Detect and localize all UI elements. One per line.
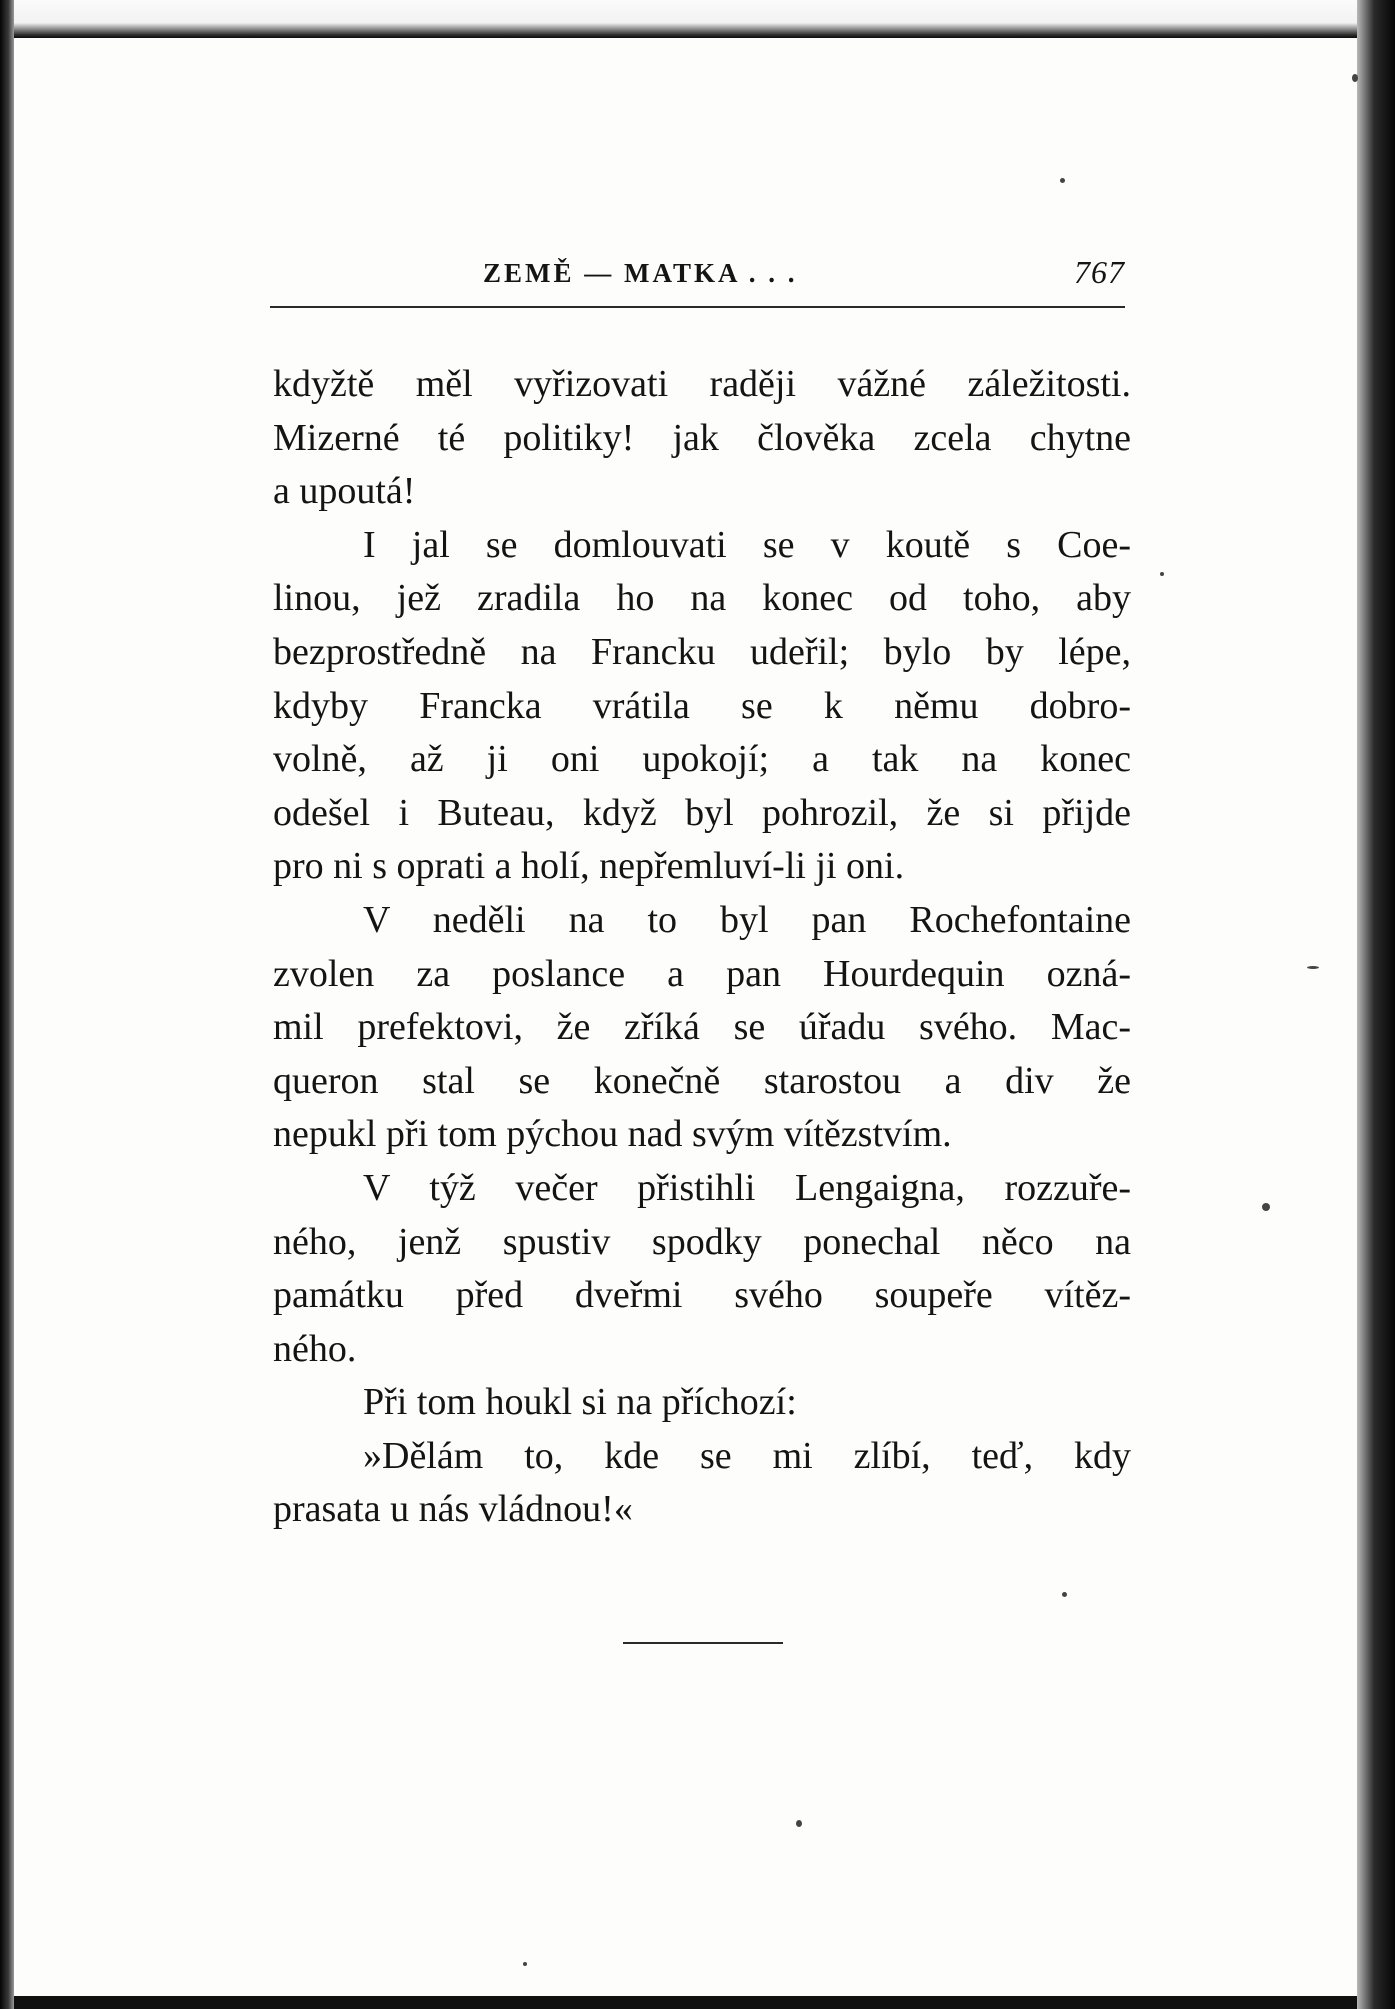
running-title: ZEMĚ — MATKA . . .: [483, 258, 798, 288]
text-line: Při tom houkl si na příchozí:: [363, 1381, 797, 1424]
scan-speck: [1262, 1203, 1270, 1211]
page-header: [265, 254, 1125, 298]
text-line: I jal se domlouvati se v koutě s Coe-: [363, 523, 1131, 566]
text-line: linou, jež zradila ho na konec od toho, aby: [273, 577, 1131, 620]
text-line: a upoutá!: [273, 470, 416, 513]
scan-left-edge: [0, 0, 14, 2009]
text-line: nepukl při tom pýchou nad svým vítězstvím.: [273, 1113, 952, 1156]
text-line: ného.: [273, 1327, 357, 1370]
text-line: ného, jenž spustiv spodky ponechal něco na: [273, 1220, 1131, 1263]
text-line: pro ni s oprati a holí, nepřemluví-li ji oni.: [273, 845, 905, 888]
text-line: volně, až ji oni upokojí; a tak na konec: [273, 738, 1131, 781]
header-rule: [270, 306, 1125, 308]
scan-speck: [523, 1962, 527, 1966]
text-line: kdyžtě měl vyřizovati raději vážné záležitosti.: [273, 363, 1131, 405]
scan-speck: [1307, 966, 1319, 969]
text-line: mil prefektovi, že zříká se úřadu svého. Mac-: [273, 1006, 1131, 1049]
page-number: 767: [1074, 254, 1125, 290]
scan-speck: [1062, 1592, 1067, 1597]
text-line: queron stal se konečně starostou a div že: [273, 1059, 1131, 1102]
scan-speck: [1060, 178, 1065, 183]
text-line: V týž večer přistihli Lengaigna, rozzuře-: [363, 1166, 1131, 1209]
text-line: kdyby Francka vrátila se k němu dobro-: [273, 684, 1131, 727]
text-line: bezprostředně na Francku udeřil; bylo by lépe,: [273, 630, 1131, 673]
text-line: prasata u nás vládnou!«: [273, 1488, 633, 1531]
text-line: památku před dveřmi svého soupeře vítěz-: [273, 1274, 1131, 1317]
text-line: Mizerné té politiky! jak člověka zcela chytne: [273, 416, 1131, 459]
chapter-end-rule: [623, 1642, 783, 1644]
scan-speck: [796, 1820, 802, 1827]
body-text: [273, 358, 1131, 1537]
text-line: »Dělám to, kde se mi zlíbí, teď, kdy: [363, 1434, 1131, 1477]
scan-speck: [1160, 572, 1164, 576]
text-line: zvolen za poslance a pan Hourdequin ozná-: [273, 952, 1131, 995]
scan-right-edge: [1357, 0, 1395, 2009]
scan-top-edge: [0, 0, 1395, 38]
text-line: V neděli na to byl pan Rochefontaine: [363, 898, 1131, 941]
text-line: odešel i Buteau, když byl pohrozil, že si přijde: [273, 791, 1131, 834]
scan-speck: [1352, 74, 1358, 82]
